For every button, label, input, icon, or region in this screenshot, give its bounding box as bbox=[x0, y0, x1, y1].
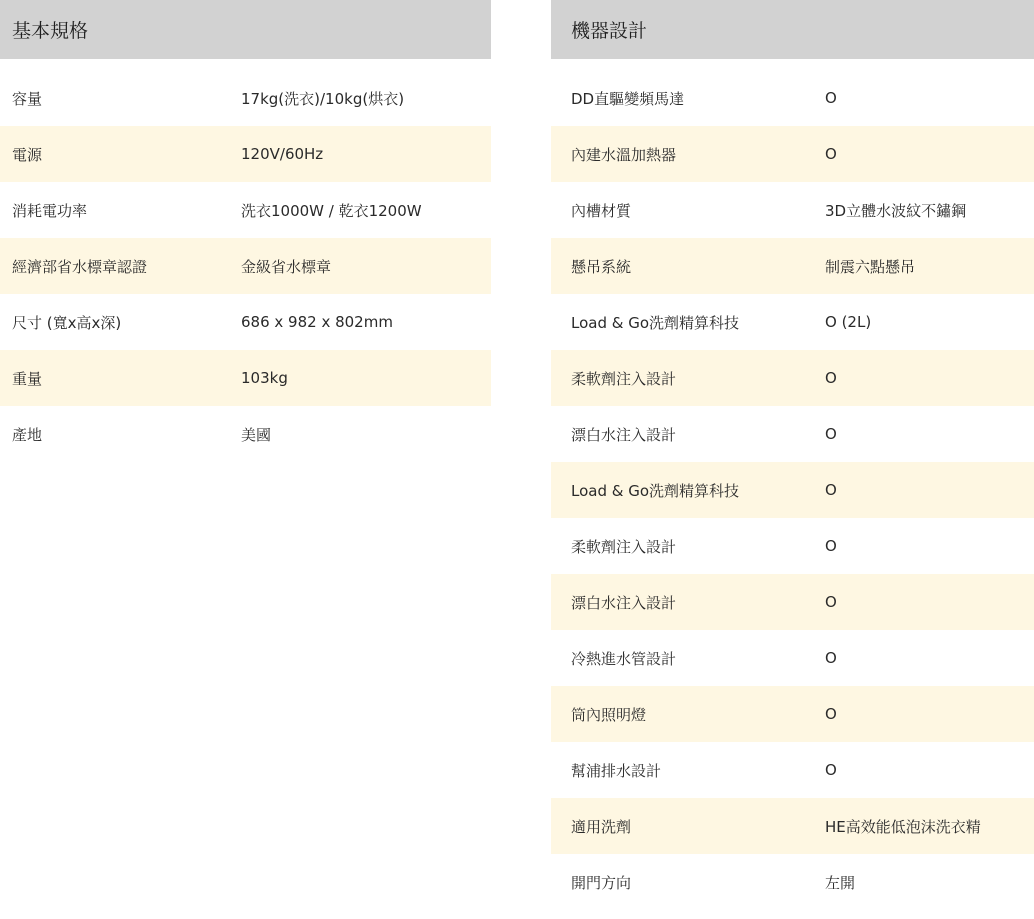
design-label: 內槽材質 bbox=[571, 201, 632, 220]
design-label: Load & Go洗劑精算科技 bbox=[571, 313, 740, 332]
spec-row bbox=[0, 126, 491, 182]
design-label: 開門方向 bbox=[571, 873, 632, 892]
design-label: 柔軟劑注入設計 bbox=[571, 369, 677, 388]
spec-value: 120V/60Hz bbox=[241, 145, 324, 163]
spec-row bbox=[0, 350, 491, 406]
design-row bbox=[551, 70, 1034, 126]
design-label: 漂白水注入設計 bbox=[571, 425, 677, 444]
design-row bbox=[551, 854, 1034, 910]
machine-design-panel bbox=[551, 0, 1034, 910]
design-value: O bbox=[825, 537, 837, 555]
design-row bbox=[551, 126, 1034, 182]
design-value: O bbox=[825, 593, 837, 611]
design-value: O bbox=[825, 481, 837, 499]
design-value: HE高效能低泡沫洗衣精 bbox=[825, 817, 981, 836]
spec-value: 103kg bbox=[241, 369, 288, 387]
spec-label: 容量 bbox=[12, 89, 43, 108]
spec-value: 17kg(洗衣)/10kg(烘衣) bbox=[241, 89, 405, 108]
design-label: 內建水溫加熱器 bbox=[571, 145, 677, 164]
machine-design-table bbox=[551, 70, 1034, 910]
design-row bbox=[551, 630, 1034, 686]
design-row bbox=[551, 350, 1034, 406]
design-value: O bbox=[825, 649, 837, 667]
design-value: O bbox=[825, 369, 837, 387]
design-row bbox=[551, 238, 1034, 294]
spec-value: 美國 bbox=[241, 425, 272, 444]
spec-label: 電源 bbox=[12, 145, 43, 164]
spec-row bbox=[0, 406, 491, 462]
spec-label: 消耗電功率 bbox=[12, 201, 88, 220]
spec-row bbox=[0, 182, 491, 238]
design-row bbox=[551, 294, 1034, 350]
spec-label: 經濟部省水標章認證 bbox=[12, 257, 148, 276]
design-row bbox=[551, 406, 1034, 462]
design-label: 筒內照明燈 bbox=[571, 705, 647, 724]
design-value: 3D立體水波紋不鏽鋼 bbox=[825, 201, 967, 220]
design-value: 制震六點懸吊 bbox=[825, 257, 916, 276]
design-label: 幫浦排水設計 bbox=[571, 761, 662, 780]
spec-label: 尺寸 (寬x高x深) bbox=[12, 313, 122, 332]
design-row bbox=[551, 182, 1034, 238]
design-row bbox=[551, 742, 1034, 798]
design-label: 適用洗劑 bbox=[571, 817, 632, 836]
design-row bbox=[551, 798, 1034, 854]
spec-row bbox=[0, 238, 491, 294]
design-value: 左開 bbox=[825, 873, 856, 892]
design-row bbox=[551, 686, 1034, 742]
design-row bbox=[551, 574, 1034, 630]
basic-specs-table bbox=[0, 70, 491, 462]
spec-value: 686 x 982 x 802mm bbox=[241, 313, 393, 331]
design-value: O bbox=[825, 145, 837, 163]
design-label: 冷熱進水管設計 bbox=[571, 649, 677, 668]
spec-value: 金級省水標章 bbox=[241, 257, 332, 276]
design-label: 柔軟劑注入設計 bbox=[571, 537, 677, 556]
spec-value: 洗衣1000W / 乾衣1200W bbox=[241, 201, 422, 220]
design-value: O (2L) bbox=[825, 313, 872, 331]
design-row bbox=[551, 462, 1034, 518]
design-label: 漂白水注入設計 bbox=[571, 593, 677, 612]
design-row bbox=[551, 518, 1034, 574]
design-value: O bbox=[825, 425, 837, 443]
spec-row bbox=[0, 294, 491, 350]
basic-specs-title: 基本規格 bbox=[0, 0, 491, 59]
design-value: O bbox=[825, 705, 837, 723]
spec-row bbox=[0, 70, 491, 126]
spec-label: 重量 bbox=[12, 369, 43, 388]
design-label: DD直驅變頻馬達 bbox=[571, 89, 685, 108]
design-value: O bbox=[825, 761, 837, 779]
basic-specs-panel bbox=[0, 0, 491, 462]
design-label: 懸吊系統 bbox=[571, 257, 632, 276]
design-value: O bbox=[825, 89, 837, 107]
machine-design-title: 機器設計 bbox=[551, 0, 1034, 59]
spec-label: 產地 bbox=[12, 425, 43, 444]
design-label: Load & Go洗劑精算科技 bbox=[571, 481, 740, 500]
